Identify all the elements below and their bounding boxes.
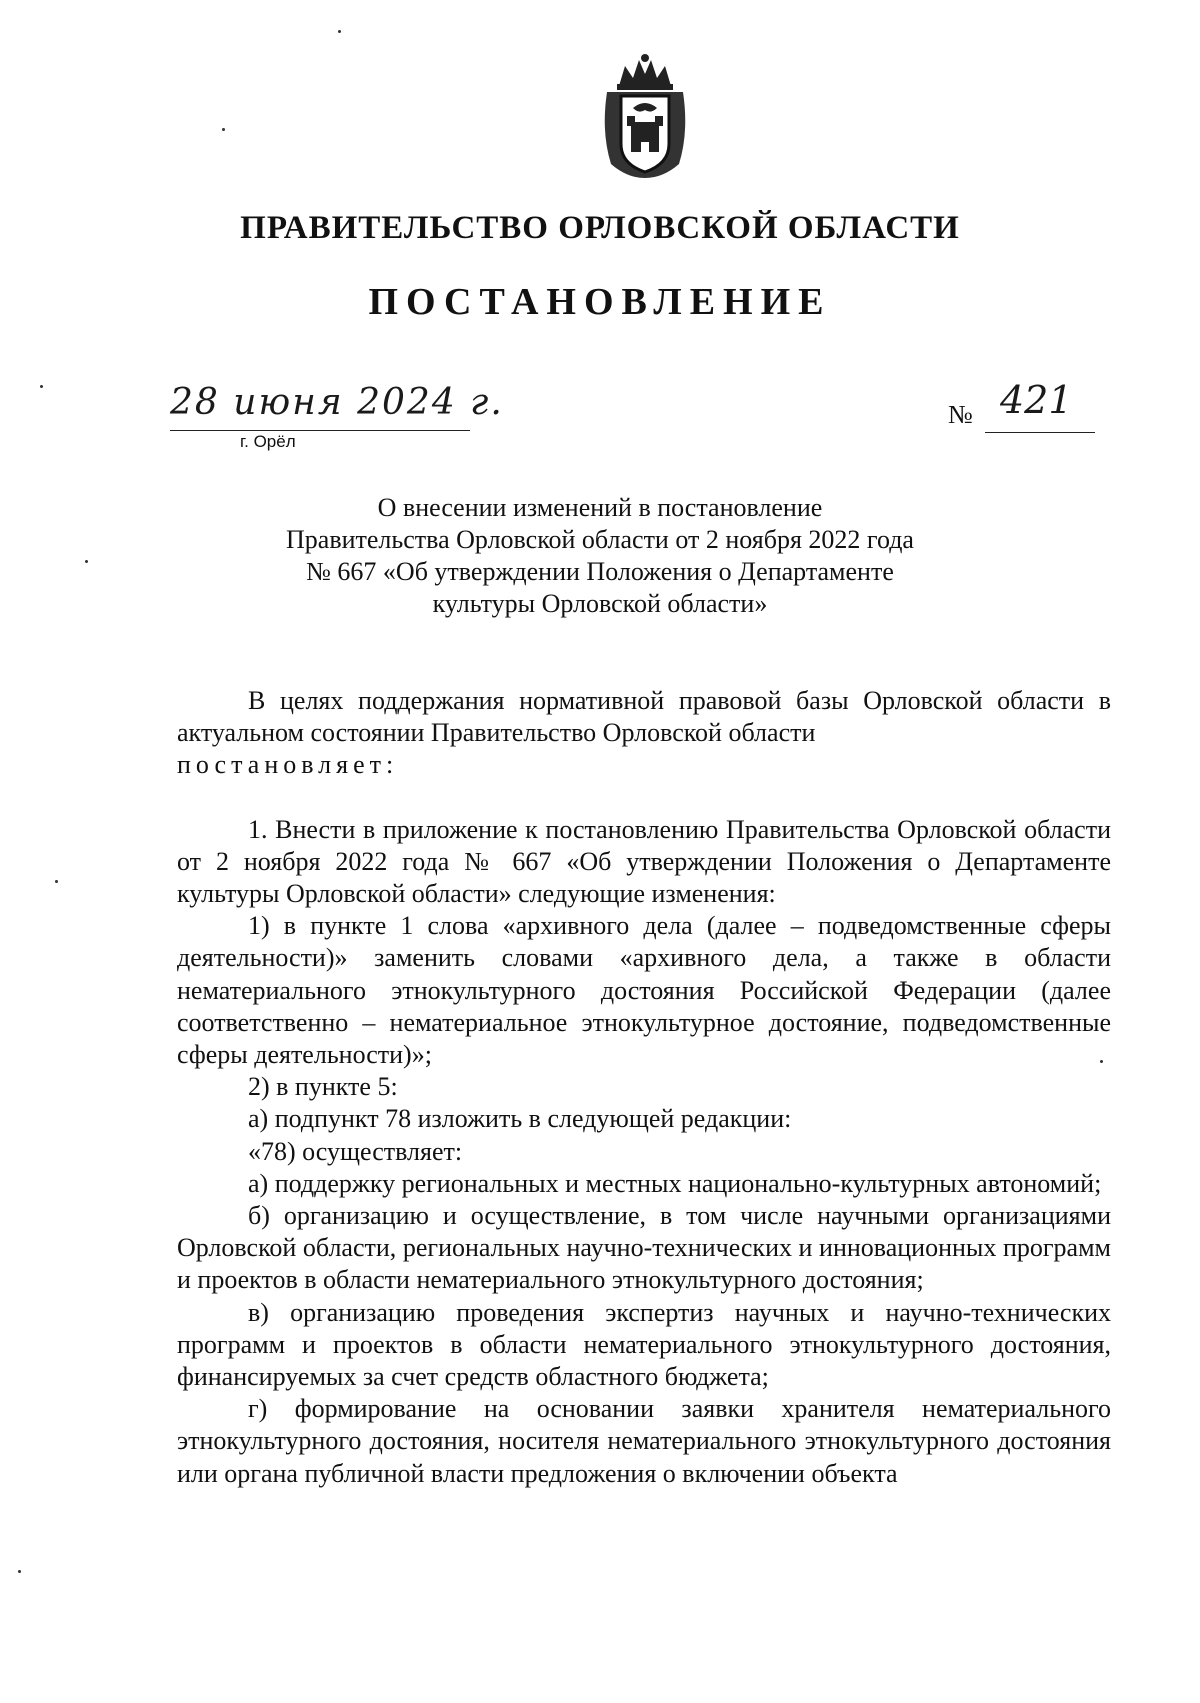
preamble-paragraph <box>177 685 1111 749</box>
orel-oblast-coat-of-arms-icon <box>597 52 693 180</box>
scan-speck <box>40 385 43 388</box>
document-subject <box>180 492 1020 620</box>
city-label: г. Орёл <box>240 432 296 451</box>
body-paragraph: 1) в пункте 1 слова «архивного дела (далее – подведомственные сферы деятельности)» заменить словами «архивного дела, а также в области нематериального этнокультурного достояния Российской Федерации (далее соответственно – нематериальное этнокультурное достояние, подведомственные сферы деятельности)»; <box>177 911 1111 1070</box>
scan-speck <box>18 1570 21 1573</box>
preamble-text: В целях поддержания нормативной правовой базы Орловской области в актуальном состоянии Правительство Орловской области <box>177 686 1111 748</box>
scan-speck <box>85 560 88 563</box>
preamble-verb: постановляет: <box>177 750 399 780</box>
subject-line: № 667 «Об утверждении Положения о Департаменте <box>306 557 894 586</box>
body-paragraph: б) организацию и осуществление, в том числе научными организациями Орловской области, региональных научно-технических и инновационных программ и проектов в области нематериального этнокультурного достояния; <box>177 1201 1111 1295</box>
document-type-heading: ПОСТАНОВЛЕНИЕ <box>368 281 832 323</box>
body-paragraph: «78) осуществляет: <box>248 1136 463 1166</box>
subject-line: Правительства Орловской области от 2 ноября 2022 года <box>286 525 914 554</box>
body-paragraph: в) организацию проведения экспертиз научных и научно-технических программ и проектов в области нематериального этнокультурного достояния, финансируемых за счет средств областного бюджета; <box>177 1297 1111 1392</box>
date-underline <box>170 430 470 431</box>
number-sign: № <box>948 400 973 429</box>
body-paragraph: 2) в пункте 5: <box>248 1072 398 1102</box>
subject-line: О внесении изменений в постановление <box>377 493 823 522</box>
organization-title: ПРАВИТЕЛЬСТВО ОРЛОВСКОЙ ОБЛАСТИ <box>240 210 960 246</box>
number-underline <box>985 432 1095 433</box>
scan-speck <box>338 30 341 33</box>
handwritten-date: 28 июня 2024 г. <box>170 382 504 423</box>
body-paragraph: г) формирование на основании заявки хранителя нематериального этнокультурного достояния, носителя нематериального этнокультурного достояния или органа публичной власти предложения о включении объекта <box>177 1394 1111 1488</box>
document-body <box>177 685 1111 1490</box>
subject-line: культуры Орловской области» <box>432 589 768 618</box>
body-paragraph: а) поддержку региональных и местных национально-культурных автономий; <box>248 1168 1102 1198</box>
scan-speck <box>222 128 225 131</box>
scan-speck <box>1100 1060 1103 1063</box>
body-paragraph: 1. Внести в приложение к постановлению Правительства Орловской области от 2 ноября 2022 года № 667 «Об утверждении Положения о Департаменте культуры Орловской области» следующие изменения: <box>177 814 1111 909</box>
handwritten-document-number: 421 <box>1000 378 1073 422</box>
scan-speck <box>55 880 58 883</box>
body-paragraph: а) подпункт 78 изложить в следующей редакции: <box>248 1104 792 1134</box>
